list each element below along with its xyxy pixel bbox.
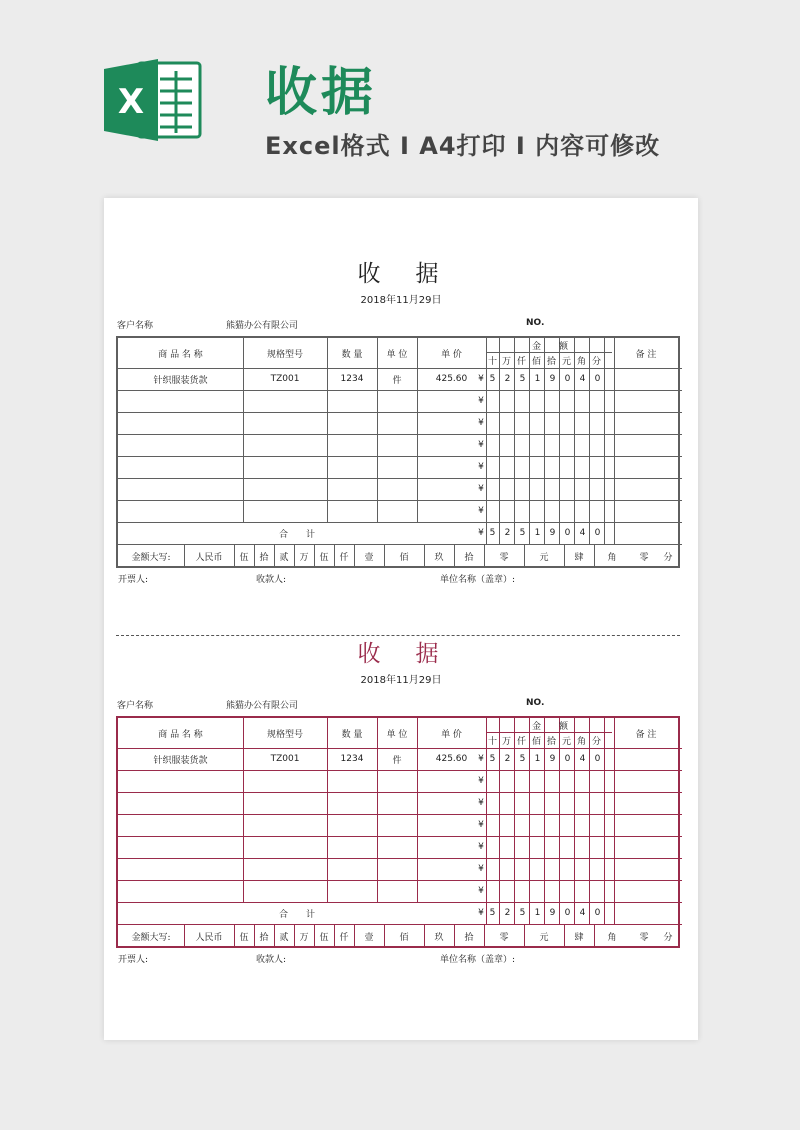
excel-logo-letter: X: [117, 82, 145, 122]
capital-char: 角: [607, 932, 617, 943]
remark-header: 备 注: [635, 729, 657, 740]
column-divider: [589, 522, 590, 544]
capital-char: 佰: [399, 932, 409, 943]
item-unit: 件: [392, 375, 402, 386]
capital-char: 仟: [339, 552, 349, 563]
yen-sign: ¥: [478, 820, 484, 830]
digit-header: 佰: [531, 356, 541, 367]
product-header: 商 品 名 称: [158, 349, 203, 360]
column-divider: [499, 522, 500, 544]
capital-char: 壹: [364, 932, 374, 943]
price-header: 单 价: [441, 349, 462, 360]
capital-char: 分: [663, 552, 673, 563]
total-digit: 5: [489, 528, 496, 538]
receipt-no-label: NO.: [526, 318, 545, 328]
column-divider: [614, 902, 615, 924]
capital-char: 佰: [399, 552, 409, 563]
digit-header: 万: [501, 356, 511, 367]
capital-currency: 人民币: [195, 552, 223, 563]
item-digit: 4: [579, 754, 586, 764]
capital-char: 零: [639, 552, 649, 563]
yen-sign: ¥: [478, 484, 484, 494]
yen-sign: ¥: [478, 798, 484, 808]
capital-char: 肆: [574, 932, 584, 943]
receipt-title: 收 据: [357, 261, 445, 287]
item-spec: TZ001: [270, 374, 300, 384]
item-digit: 5: [519, 754, 526, 764]
digit-header: 拾: [546, 356, 556, 367]
column-divider: [559, 902, 560, 924]
capital-char: 肆: [574, 552, 584, 563]
digit-header: 元: [561, 356, 571, 367]
unit-header: 单 位: [386, 729, 408, 740]
product-header: 商 品 名 称: [158, 729, 203, 740]
capital-char: 拾: [259, 552, 269, 563]
banner-subtitle: Excel格式 I A4打印 I 内容可修改: [265, 132, 661, 160]
column-divider: [544, 522, 545, 544]
row-divider: [118, 434, 682, 435]
qty-header: 数 量: [341, 729, 363, 740]
item-digit: 0: [564, 754, 571, 764]
item-digit: 1: [534, 754, 541, 764]
column-divider: [529, 522, 530, 544]
capital-char: 壹: [364, 552, 374, 563]
yen-sign: ¥: [478, 506, 484, 516]
yen-sign: ¥: [478, 462, 484, 472]
total-digit: 4: [579, 528, 586, 538]
receipt-date: 2018年11月29日: [360, 675, 442, 686]
total-label: 合 计: [278, 529, 315, 540]
total-digit: 0: [564, 908, 571, 918]
capital-char: 零: [499, 932, 509, 943]
item-qty: 1234: [340, 754, 364, 764]
yen-sign: ¥: [478, 418, 484, 428]
payee-label: 收款人:: [256, 575, 287, 585]
amount-header: 金 额: [531, 341, 568, 352]
digit-header: 万: [501, 736, 511, 747]
column-divider: [574, 522, 575, 544]
digit-header: 元: [561, 736, 571, 747]
capital-char: 伍: [239, 932, 249, 943]
row-divider: [118, 792, 682, 793]
column-divider: [604, 522, 605, 544]
yen-sign: ¥: [478, 396, 484, 406]
receipt-no-label: NO.: [526, 698, 545, 708]
row-divider: [118, 478, 682, 479]
remark-header: 备 注: [635, 349, 657, 360]
customer-label: 客户名称: [117, 321, 154, 331]
row-divider: [118, 770, 682, 771]
spec-header: 规格型号: [266, 729, 303, 740]
capital-char: 伍: [319, 552, 329, 563]
item-spec: TZ001: [270, 754, 300, 764]
total-digit: 5: [489, 908, 496, 918]
banner-title: 收据: [265, 63, 378, 123]
column-divider: [499, 902, 500, 924]
total-digit: 1: [534, 528, 541, 538]
digit-header: 仟: [516, 736, 526, 747]
capital-char: 伍: [319, 932, 329, 943]
price-header: 单 价: [441, 729, 462, 740]
row-divider: [118, 412, 682, 413]
total-digit: 4: [579, 908, 586, 918]
capital-char: 贰: [279, 932, 289, 943]
capital-char: 分: [663, 932, 673, 943]
total-label: 合 计: [278, 909, 315, 920]
digit-header: 拾: [546, 736, 556, 747]
item-product: 针织服装货款: [153, 375, 208, 386]
digit-header: 分: [591, 736, 601, 747]
yen-sign: ¥: [478, 864, 484, 874]
item-digit: 0: [594, 374, 601, 384]
capital-char: 元: [539, 552, 549, 563]
company-seal-label: 单位名称（盖章）:: [440, 955, 516, 965]
total-digit: 0: [564, 528, 571, 538]
row-divider: [118, 880, 682, 881]
payee-label: 收款人:: [256, 955, 287, 965]
item-product: 针织服装货款: [153, 755, 208, 766]
item-digit: 1: [534, 374, 541, 384]
item-digit: 5: [519, 374, 526, 384]
column-divider: [514, 902, 515, 924]
item-digit: 2: [504, 374, 511, 384]
customer-value: 熊猫办公有限公司: [226, 701, 299, 711]
digit-header: 分: [591, 356, 601, 367]
column-divider: [559, 522, 560, 544]
column-divider: [574, 902, 575, 924]
capital-char: 拾: [259, 932, 269, 943]
customer-label: 客户名称: [117, 701, 154, 711]
receipt-date: 2018年11月29日: [360, 295, 442, 306]
digit-header: 十: [487, 356, 497, 367]
capital-char: 角: [607, 552, 617, 563]
total-digit: 2: [504, 528, 511, 538]
column-divider: [614, 522, 615, 544]
row-divider: [118, 814, 682, 815]
yen-sign: ¥: [478, 528, 484, 538]
digit-header: 角: [576, 736, 586, 747]
yen-sign: ¥: [478, 440, 484, 450]
item-digit: 5: [489, 754, 496, 764]
item-digit: 5: [489, 374, 496, 384]
capital-char: 万: [299, 932, 309, 943]
capital-char: 仟: [339, 932, 349, 943]
capital-char: 伍: [239, 552, 249, 563]
capital-char: 玖: [434, 932, 444, 943]
total-digit: 9: [549, 528, 556, 538]
capital-char: 拾: [464, 552, 474, 563]
digit-header: 角: [576, 356, 586, 367]
yen-sign: ¥: [478, 776, 484, 786]
yen-sign: ¥: [478, 842, 484, 852]
receipt-paper: [104, 198, 698, 1040]
item-digit: 0: [564, 374, 571, 384]
receipt-title: 收 据: [357, 641, 445, 667]
capital-char: 零: [499, 552, 509, 563]
issuer-label: 开票人:: [118, 575, 149, 585]
total-digit: 5: [519, 528, 526, 538]
item-qty: 1234: [340, 374, 364, 384]
digit-header-divider: [604, 352, 605, 368]
column-divider: [529, 902, 530, 924]
receipt-table: [116, 336, 680, 568]
qty-header: 数 量: [341, 349, 363, 360]
receipt-table: [116, 716, 680, 948]
total-digit: 0: [594, 528, 601, 538]
capital-char: 贰: [279, 552, 289, 563]
row-divider: [118, 456, 682, 457]
capital-label: 金额大写:: [131, 552, 171, 563]
item-digit: 0: [594, 754, 601, 764]
digit-header-divider: [604, 732, 605, 748]
row-divider: [118, 390, 682, 391]
customer-value: 熊猫办公有限公司: [226, 321, 299, 331]
item-digit: 2: [504, 754, 511, 764]
capital-char: 元: [539, 932, 549, 943]
column-divider: [514, 522, 515, 544]
item-unit: 件: [392, 755, 402, 766]
spec-header: 规格型号: [266, 349, 303, 360]
digit-header: 十: [487, 736, 497, 747]
unit-header: 单 位: [386, 349, 408, 360]
yen-sign: ¥: [478, 908, 484, 918]
total-digit: 9: [549, 908, 556, 918]
column-divider: [544, 902, 545, 924]
row-divider: [118, 858, 682, 859]
yen-sign: ¥: [478, 886, 484, 896]
total-digit: 0: [594, 908, 601, 918]
yen-sign: ¥: [478, 374, 484, 384]
capital-char: 万: [299, 552, 309, 563]
item-price: 425.60: [435, 754, 468, 764]
column-divider: [604, 902, 605, 924]
total-digit: 1: [534, 908, 541, 918]
row-divider: [118, 500, 682, 501]
capital-currency: 人民币: [195, 932, 223, 943]
capital-char: 玖: [434, 552, 444, 563]
company-seal-label: 单位名称（盖章）:: [440, 575, 516, 585]
item-digit: 4: [579, 374, 586, 384]
digit-header: 仟: [516, 356, 526, 367]
item-digit: 9: [549, 374, 556, 384]
column-divider: [589, 902, 590, 924]
total-digit: 5: [519, 908, 526, 918]
yen-sign: ¥: [478, 754, 484, 764]
item-price: 425.60: [435, 374, 468, 384]
issuer-label: 开票人:: [118, 955, 149, 965]
digit-header: 佰: [531, 736, 541, 747]
item-digit: 9: [549, 754, 556, 764]
capital-char: 拾: [464, 932, 474, 943]
capital-label: 金额大写:: [131, 932, 171, 943]
excel-icon: [100, 55, 210, 145]
row-divider: [118, 836, 682, 837]
capital-char: 零: [639, 932, 649, 943]
total-digit: 2: [504, 908, 511, 918]
amount-header: 金 额: [531, 721, 568, 732]
